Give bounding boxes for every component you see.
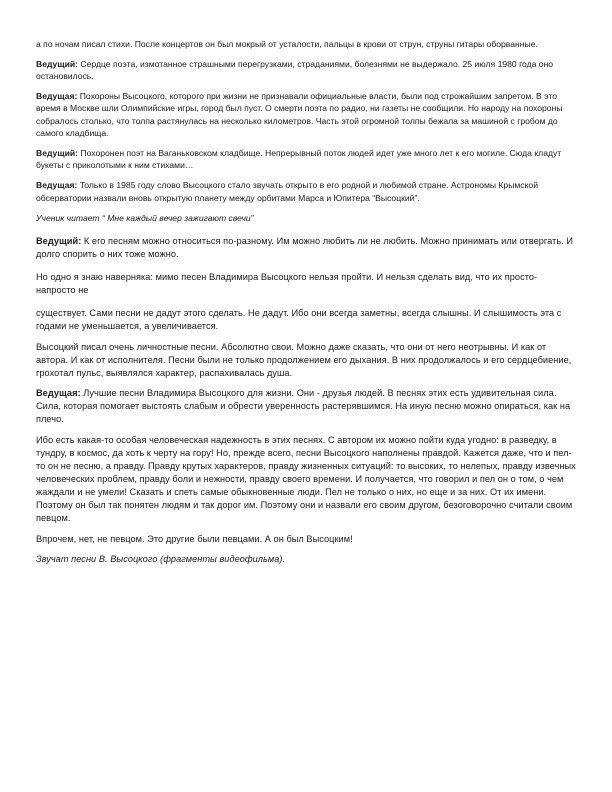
stage-direction-student-reads [36, 212, 576, 224]
paragraph-text: Ученик читает “ Мне каждый вечер зажигают свечи” [36, 213, 254, 224]
speaker-label: Ведущая: [36, 180, 78, 191]
paragraph-text: Похоронен поэт на Ваганьковском кладбище. Непрерывный поток людей идет уже много лет к его могиле. Сюда кладут букеты с приколотыми к ним стихами… [36, 148, 562, 171]
paragraph-text: существует. Сами песни не дадут этого сделать. Не дадут. Ибо они всегда заметны, всегда слышны. И слышимость эта с годами не уменьшается, а увеличивается. [36, 308, 562, 332]
paragraph-text: Звучат песни В. Высоцкого (фрагменты видеофильма). [36, 554, 286, 565]
paragraph-12 [36, 434, 576, 526]
paragraph-9 [36, 307, 576, 333]
paragraph-text: Высоцкий писал очень личностные песни. Абсолютно свои. Можно даже сказать, что они от него неотрывны. И как от автора. И как от исполнителя. Песни были не только продолжением его дыхания. В них продолжалось и его сердцебиение, грохотал пульс, выявлялся характер, распахивалась душа. [36, 341, 572, 378]
paragraph-text: Похороны Высоцкого, которого при жизни не признавали официальные власти, были под строжайшим запретом. В это время в Москве шли Олимпийские игры, город был пуст. О смерти поэта по радио, ни газеты не сообщили. Но народу на похороны собралось столько, что толпа растянулась на несколько километров. Часть этой огромной толпы бежала за машиной с гробом до самого кладбища. [36, 91, 563, 139]
paragraph-13 [36, 533, 576, 546]
speaker-label: Ведущий: [36, 148, 79, 159]
document-page [36, 38, 576, 574]
paragraph-8 [36, 271, 576, 297]
speaker-label: Ведущий: [36, 235, 82, 246]
paragraph-10 [36, 341, 576, 380]
paragraph-text: Ибо есть какая-то особая человеческая надежность в этих песнях. С автором их можно пойти куда угодно: в разведку, в тундру, в космос, да хоть к черту на гору! Но, прежде всего, песни Высоцкого наполнены правдой. Кажется даже, что и пел-то он не песню, а правду. Правду крутых характеров, правду жизненных ситуаций: то высоких, то нелепых, правду извечных человеческих проблем, правду боли и нежности, правду своего времени. И получается, что говорил и пел он о том, о чем жаждали и не умели! Сказать и спеть самые обыкновенные люди. Пел не только о них, но еще и за них. От их имени. Поэтому он был так понятен людям и так дорог им. Поэтому они и назвали его своим другом, безоговорочно считали своим певцом. [36, 434, 576, 524]
paragraph-3 [36, 90, 576, 140]
stage-direction-songs-play [36, 553, 576, 566]
speaker-label: Ведущая: [36, 388, 81, 399]
paragraph-text: Впрочем, нет, не певцом. Это другие были певцами. А он был Высоцким! [36, 533, 353, 544]
paragraph-11 [36, 387, 576, 426]
paragraph-text: Лучшие песни Владимира Высоцкого для жизни. Они - друзья людей. В песнях этих есть удивительная сила. Сила, которая помогает выстоять слабым и обрести уверенность растерявшимся. На иную песню можно опираться, как на плечо. [36, 388, 571, 425]
paragraph-2 [36, 58, 576, 83]
paragraph-1 [36, 38, 576, 50]
paragraph-text: К его песням можно относиться по-разному. Им можно любить ли не любить. Можно принимать или отвергать. И долго спорить о них тоже можно. [36, 235, 574, 259]
paragraph-5 [36, 179, 576, 204]
paragraph-7 [36, 235, 576, 261]
paragraph-text: Но одно я знаю наверняка: мимо песен Владимира Высоцкого нельзя пройти. И нельзя сделать вид, что их просто-напросто не [36, 271, 538, 295]
paragraph-text: Только в 1985 году слово Высоцкого стало звучать открыто в его родной и любимой стране. Астрономы Крымской обсерватории назвали вновь открытую планету между орбитами Марса и Юпитера “Высоцкий”. [36, 180, 539, 203]
paragraph-text: Сердце поэта, измотанное страшными перегрузками, страданиями, болезнями не выдержало. 25 июля 1980 года оно остановилось. [36, 58, 554, 82]
speaker-label: Ведущий: [36, 58, 79, 69]
paragraph-4 [36, 147, 576, 172]
paragraph-text: а по ночам писал стихи. После концертов он был мокрый от усталости, пальцы в крови от струн, струны гитары оборванные. [36, 39, 538, 49]
speaker-label: Ведущая: [36, 91, 78, 101]
